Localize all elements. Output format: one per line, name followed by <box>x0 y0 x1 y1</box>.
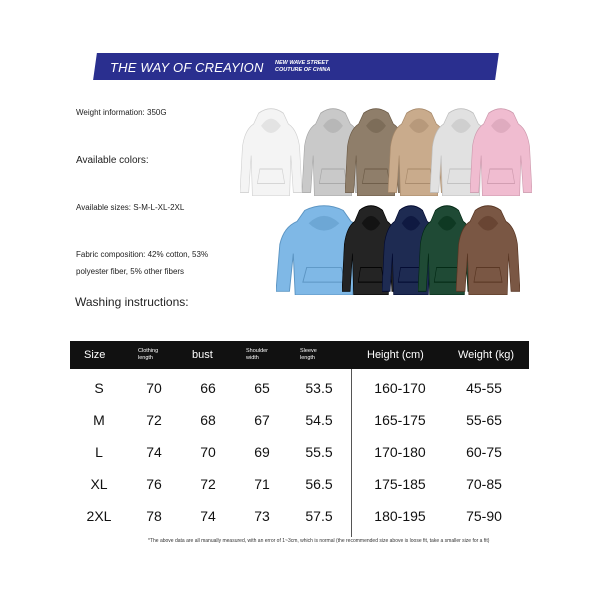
table-row <box>70 436 529 468</box>
cell-sleeve: 56.5 <box>305 476 333 492</box>
cell-size: 2XL <box>86 508 112 524</box>
banner-subtitle-line2: COUTURE OF CHINA <box>275 67 331 73</box>
cell-shoulder: 69 <box>254 444 270 460</box>
table-row <box>70 500 529 532</box>
cell-height: 160-170 <box>374 380 426 396</box>
hoodie-swatch <box>456 203 520 295</box>
cell-bust: 68 <box>200 412 216 428</box>
cell-bust: 74 <box>200 508 216 524</box>
weight-info: Weight information: 350G <box>76 108 167 117</box>
washing-label: Washing instructions: <box>75 295 189 309</box>
cell-length: 78 <box>146 508 162 524</box>
cell-sleeve: 57.5 <box>305 508 333 524</box>
header-clothing-length <box>138 341 158 369</box>
table-row <box>70 404 529 436</box>
header-bust: bust <box>192 349 213 361</box>
hoodie-swatch <box>470 106 532 196</box>
cell-shoulder: 67 <box>254 412 270 428</box>
cell-bust: 72 <box>200 476 216 492</box>
cell-weight: 70-85 <box>466 476 502 492</box>
cell-weight: 45-55 <box>466 380 502 396</box>
cell-size: S <box>94 380 104 396</box>
cell-length: 70 <box>146 380 162 396</box>
cell-sleeve: 54.5 <box>305 412 333 428</box>
banner-title: THE WAY OF CREAYION <box>110 60 264 75</box>
cell-bust: 70 <box>200 444 216 460</box>
header-shoulder-width <box>246 341 268 369</box>
cell-weight: 75-90 <box>466 508 502 524</box>
header-clothing-length-line1: Clothing <box>138 348 159 354</box>
header-height: Height (cm) <box>367 349 424 361</box>
cell-height: 175-185 <box>374 476 426 492</box>
colors-label: Available colors: <box>76 155 149 166</box>
header-shoulder-line2: width <box>246 355 259 361</box>
cell-height: 165-175 <box>374 412 426 428</box>
cell-sleeve: 55.5 <box>305 444 333 460</box>
cell-length: 72 <box>146 412 162 428</box>
cell-height: 180-195 <box>374 508 426 524</box>
cell-bust: 66 <box>200 380 216 396</box>
header-sleeve-length <box>300 341 317 369</box>
header-clothing-length-line2: length <box>138 355 153 361</box>
cell-length: 76 <box>146 476 162 492</box>
header-sleeve-line2: length <box>300 355 315 361</box>
cell-shoulder: 65 <box>254 380 270 396</box>
header-size: Size <box>84 349 106 361</box>
cell-length: 74 <box>146 444 162 460</box>
cell-weight: 60-75 <box>466 444 502 460</box>
cell-size: L <box>95 444 103 460</box>
hoodie-swatch <box>240 106 302 196</box>
cell-size: XL <box>90 476 108 492</box>
header-shoulder-line1: Shoulder <box>246 348 269 354</box>
cell-height: 170-180 <box>374 444 426 460</box>
banner-subtitle-line1: NEW WAVE STREET <box>275 60 329 66</box>
banner-subtitle <box>275 60 330 74</box>
table-row <box>70 372 529 404</box>
cell-size: M <box>93 412 105 428</box>
header-sleeve-line1: Sleeve <box>300 348 317 354</box>
table-row <box>70 468 529 500</box>
measurement-note: *The above data are all manually measured, with an error of 1~3cm, which is normal (the recommended size above is loose fit, take a smaller size for a fit) <box>148 538 490 544</box>
cell-shoulder: 73 <box>254 508 270 524</box>
sizes-info: Available sizes: S-M-L-XL-2XL <box>76 203 185 212</box>
cell-weight: 55-65 <box>466 412 502 428</box>
fabric-line-2: polyester fiber, 5% other fibers <box>76 267 185 276</box>
size-table-header <box>70 341 529 369</box>
fabric-line-1: Fabric composition: 42% cotton, 53% <box>76 250 209 259</box>
header-weight: Weight (kg) <box>458 349 515 361</box>
cell-shoulder: 71 <box>254 476 270 492</box>
cell-sleeve: 53.5 <box>305 380 333 396</box>
